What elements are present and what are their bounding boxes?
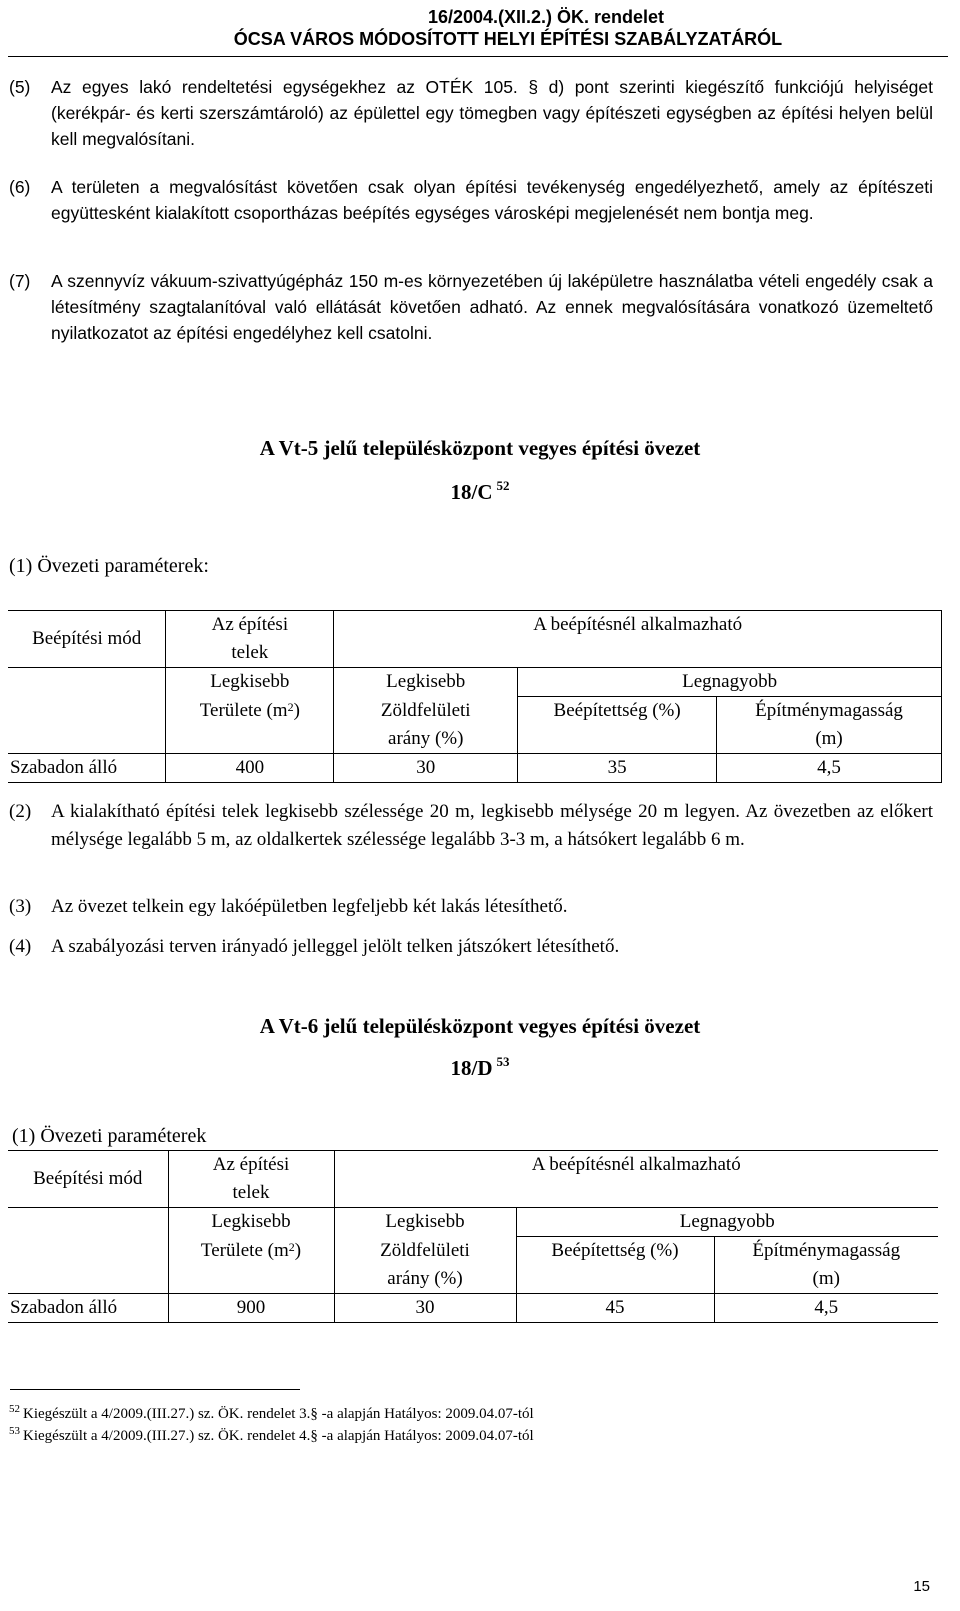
col-header-area: Területe $(m^2)$ [166,697,334,726]
cell-green: 30 [334,1294,516,1323]
col-header-height-2: (m) [717,725,942,754]
footnote-divider [10,1389,300,1390]
paragraph-number: (3) [9,896,32,917]
cell-built: 35 [518,754,717,783]
header-title: 16/2004.(XII.2.) ÖK. rendelet [427,7,665,27]
footnote-52 [9,1404,534,1424]
paragraph-number: (7) [9,271,31,291]
col-header-built: Beépítettség (%) [516,1237,714,1266]
col-header-lot: Az építési [168,1151,334,1180]
col-header-height: Építménymagasság [717,697,942,726]
col-header-green: Zöldfelületi [334,697,518,726]
section-title-vt6: A Vt-6 jelű településközpont vegyes építési övezet [259,1014,701,1038]
paragraph-number: (6) [9,177,31,197]
col-header-built: Beépítettség (%) [518,697,717,726]
col-header-height: Építménymagasság [714,1237,938,1266]
section-code-18c [0,478,960,506]
col-header-mode: Beépítési mód [8,1151,168,1208]
footnote-text: Kiegészült a 4/2009.(III.27.) sz. ÖK. rendelet 3.§ -a alapján Hatályos: 2009.04.07-tól [23,1406,534,1422]
cell-height: 4,5 [717,754,942,783]
paragraph-number: (4) [9,936,32,957]
col-header-applicable: A beépítésnél alkalmazható [334,1151,938,1180]
section-code-18d [0,1054,960,1082]
col-header-max: Legnagyobb [516,1208,938,1237]
params-label: (1) Övezeti paraméterek [12,1125,207,1147]
params-label: (1) Övezeti paraméterek: [9,555,209,577]
paragraph-3 [9,893,933,921]
params-table-vt6 [8,1150,938,1323]
cell-built: 45 [516,1294,714,1323]
paragraph-2 [9,798,933,854]
col-header-area: Területe $(m^2)$ [168,1237,334,1266]
zone-code: 18/C [450,480,493,504]
paragraph-7 [9,268,933,346]
footnote-ref: 52 [496,478,510,493]
col-header-min-green: Legkisebb [334,1208,516,1237]
paragraph-text: A területen a megvalósítást követően csak olyan építési tevékenység engedélyezhető, amely az építészeti együttesként kialakított csoportházas beépítés egységes városképi megjelenését nem bontja meg. [51,177,933,223]
footnote-53 [9,1426,534,1446]
footnote-number: 52 [9,1403,20,1415]
col-header-lot-2: telek [166,639,334,668]
col-header-applicable: A beépítésnél alkalmazható [334,611,942,640]
zone-code: 18/D [450,1056,493,1080]
cell-area: 900 [168,1294,334,1323]
cell-green: 30 [334,754,518,783]
paragraph-4 [9,933,933,961]
paragraph-text: A kialakítható építési telek legkisebb szélessége 20 m, legkisebb mélysége 20 m legyen. Az övezetben az előkert mélysége legalább 5 m, az oldalkertek szélessége legalább 3-3 m, a hátsókert legalább 6 m. [51,801,933,850]
table-row [8,1294,938,1323]
col-header-height-2: (m) [714,1265,938,1294]
col-header-green: Zöldfelületi [334,1237,516,1266]
paragraph-text: Az egyes lakó rendeltetési egységekhez az OTÉK 105. § d) pont szerinti kiegészítő funkciójú helyiséget (kerékpár- és kerti szerszámtároló) az épülettel egy tömegben vagy építészeti egységben az építési helyen belül kell megvalósítani. [51,77,933,149]
col-header-min-green: Legkisebb [334,668,518,697]
col-header-lot: Az építési [166,611,334,640]
col-header-lot-2: telek [168,1179,334,1208]
params-table-vt5 [8,610,942,783]
section-title-vt5: A Vt-5 jelű településközpont vegyes építési övezet [259,436,701,460]
col-header-green-2: arány (%) [334,725,518,754]
paragraph-number: (5) [9,77,31,97]
paragraph-text: A szennyvíz vákuum-szivattyúgépház 150 m-es környezetében új laképületre használatba vételi engedély csak a létesítmény szagtalanítóval való ellátását követően adható. Az ennek megvalósítására vonatkozó üzemeltető nyilatkozatot az építési engedélyhez kell csatolni. [51,271,933,343]
row-label: Szabadon álló [8,1294,168,1323]
footnote-number: 53 [9,1425,20,1437]
col-header-max: Legnagyobb [518,668,942,697]
row-label: Szabadon álló [8,754,166,783]
cell-height: 4,5 [714,1294,938,1323]
paragraph-6 [9,174,933,226]
col-header-min-area: Legkisebb [168,1208,334,1237]
paragraph-text: A szabályozási terven irányadó jelleggel jelölt telken játszókert létesíthető. [51,936,620,957]
paragraph-5 [9,74,933,152]
page-number: 15 [913,1578,930,1595]
header-divider [8,56,948,57]
header-subtitle: ÓCSA VÁROS MÓDOSÍTOTT HELYI ÉPÍTÉSI SZABÁLYZATÁRÓL [233,29,783,49]
col-header-mode: Beépítési mód [8,611,166,668]
col-header-min-area: Legkisebb [166,668,334,697]
table-row [8,754,942,783]
paragraph-number: (2) [9,801,32,822]
footnote-text: Kiegészült a 4/2009.(III.27.) sz. ÖK. rendelet 4.§ -a alapján Hatályos: 2009.04.07-tól [23,1428,534,1444]
col-header-green-2: arány (%) [334,1265,516,1294]
paragraph-text: Az övezet telkein egy lakóépületben legfeljebb két lakás létesíthető. [51,896,568,917]
cell-area: 400 [166,754,334,783]
footnote-ref: 53 [496,1054,510,1069]
